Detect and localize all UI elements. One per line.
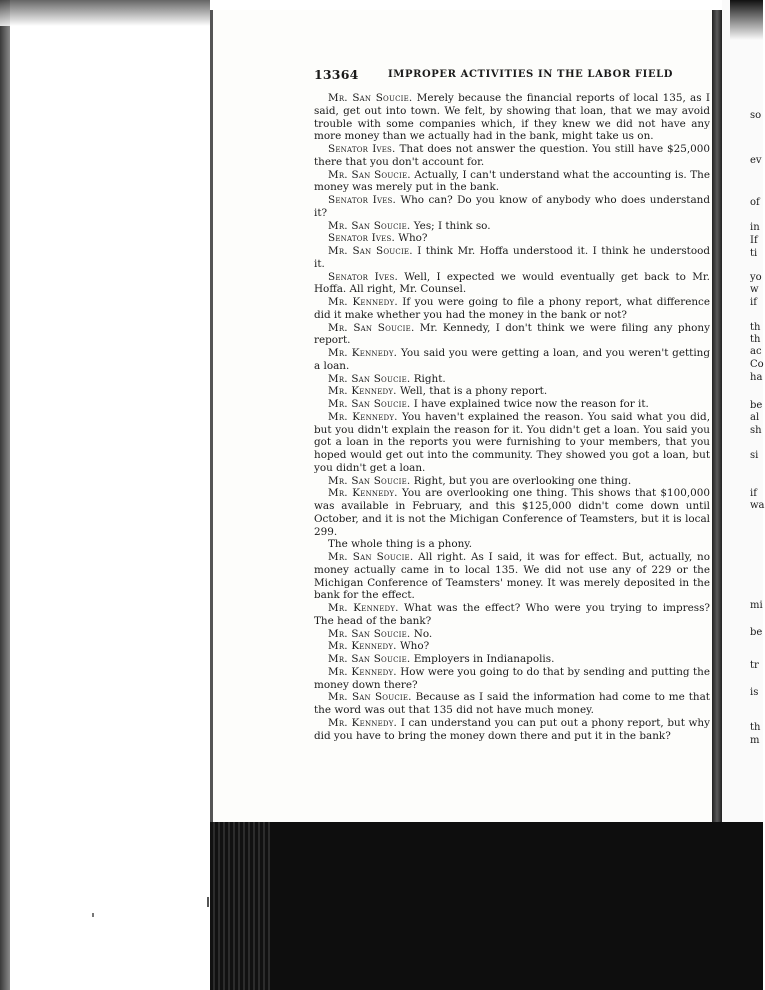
facing-page-fragment: w: [750, 284, 759, 295]
scan-mark: [207, 897, 209, 907]
speech-text: All right. As I said, it was for effect. But, actually, no money actually came in to local 135. We did not use any of 229 or the Michigan Conference of Teamsters' money. It was merely deposited in the bank for the effect.: [314, 551, 710, 602]
speaker-name: Mr. Kennedy.: [328, 296, 398, 308]
speaker-name: Mr. San Soucie.: [328, 627, 411, 640]
transcript-paragraph: [314, 296, 710, 322]
transcript-paragraph: [314, 602, 710, 628]
speech-text: Well, I expected we would eventually get back to Mr. Hoffa. All right, Mr. Counsel.: [314, 270, 710, 296]
transcript-paragraph: [314, 666, 710, 692]
facing-page-fragment: be: [750, 400, 763, 411]
transcript-body: [314, 92, 710, 742]
facing-page-fragment: mi: [750, 600, 763, 611]
speaker-name: Mr. San Soucie.: [328, 474, 411, 487]
facing-page-fragment: ac: [750, 346, 762, 357]
speaker-name: Mr. San Soucie.: [328, 92, 413, 104]
transcript-paragraph: [314, 194, 710, 220]
facing-page-fragment: so: [750, 110, 762, 121]
book-gutter: [712, 10, 722, 825]
facing-page-fragment: if: [750, 488, 757, 499]
speaker-name: Mr. Kennedy.: [328, 716, 398, 729]
speech-text: If you were going to file a phony report, what difference did it make whether you had the money in the bank or not?: [314, 296, 711, 321]
speech-text: How were you going to do that by sending and putting the money down there?: [314, 665, 710, 691]
speaker-name: Mr. Kennedy.: [328, 665, 397, 678]
facing-page-fragment: th: [750, 322, 761, 333]
speech-text: Who can? Do you know of anybody who does understand it?: [314, 194, 710, 219]
speaker-name: Mr. Kennedy.: [328, 487, 398, 500]
transcript-paragraph: [314, 169, 710, 195]
transcript-paragraph: [314, 232, 710, 245]
facing-page-fragment: in: [750, 222, 760, 233]
page-left-edge: [210, 10, 213, 825]
speech-text: Who?: [396, 640, 430, 653]
facing-page-fragment: si: [750, 450, 759, 461]
transcript-paragraph: [314, 271, 710, 297]
transcript-paragraph: [314, 385, 710, 398]
transcript-paragraph: [314, 322, 710, 348]
speech-text: Actually, I can't understand what the accounting is. The money was merely put in the bank.: [314, 168, 710, 194]
speaker-name: Mr. Kennedy.: [328, 385, 397, 398]
scan-top-shadow: [0, 0, 210, 26]
speaker-name: Mr. San Soucie.: [328, 219, 411, 232]
speech-text: Who?: [394, 232, 428, 245]
facing-page-fragment: tr: [750, 660, 759, 671]
facing-page-fragment: m: [750, 735, 760, 746]
speech-text: Merely because the financial reports of local 135, as I said, get out into town. We felt, by showing that loan, that we may avoid trouble with some companies which, if they knew we did not have any more money than we actually had in the bank, might take us on.: [314, 92, 710, 143]
speech-text: You are overlooking one thing. This shows that $100,000 was available in February, and this $125,000 didn't come down until October, and it is not the Michigan Conference of Teamsters, but it is local 299.: [314, 487, 711, 538]
speaker-name: Mr. San Soucie.: [328, 653, 411, 665]
facing-page-fragment: sh: [750, 425, 762, 436]
speech-text: I have explained twice now the reason for it.: [410, 398, 649, 410]
facing-page-fragment: al: [750, 412, 760, 423]
transcript-paragraph: [314, 373, 710, 386]
transcript-paragraph: [314, 691, 710, 717]
speech-text: I can understand you can put out a phony report, but why did you have to bring the money down there and put it in the bank?: [314, 716, 710, 742]
facing-page-fragment: th: [750, 722, 761, 733]
transcript-paragraph: [314, 92, 710, 143]
facing-page-fragment: wa: [750, 500, 765, 511]
speech-text: Mr. Kennedy, I don't think we were filing any phony report.: [314, 321, 710, 347]
facing-page-fragment: If: [750, 235, 758, 246]
speech-text: Employers in Indianapolis.: [410, 653, 555, 665]
speech-text: The whole thing is a phony.: [328, 538, 473, 551]
transcript-paragraph: [314, 475, 710, 488]
speech-text: I think Mr. Hoffa understood it. I think he understood it.: [314, 245, 710, 270]
transcript-paragraph: [314, 538, 710, 551]
speaker-name: Mr. Kennedy.: [328, 410, 398, 423]
transcript-paragraph: [314, 398, 710, 411]
transcript-paragraph: [314, 487, 710, 538]
speech-text: No.: [410, 627, 433, 640]
facing-page-text: [750, 0, 763, 825]
scan-bottom-background: [210, 822, 763, 990]
speech-text: That does not answer the question. You still have $25,000 there that you don't account for.: [314, 143, 710, 168]
transcript-paragraph: [314, 245, 710, 271]
speaker-name: Mr. San Soucie.: [328, 398, 411, 410]
scan-left-edge: [0, 0, 10, 990]
speaker-name: Senator Ives.: [328, 143, 396, 155]
transcript-paragraph: [314, 220, 710, 233]
scan-speck: [92, 913, 94, 917]
transcript-paragraph: [314, 551, 710, 602]
running-title: IMPROPER ACTIVITIES IN THE LABOR FIELD: [388, 69, 674, 80]
speech-text: You haven't explained the reason. You said what you did, but you didn't explain the reason for it. You didn't get a loan. You said you got a loan in the reports you were furnishing to your members, that you hoped would get out into the community. They showed you got a loan, but you didn't get a loan.: [314, 410, 711, 474]
speaker-name: Senator Ives.: [328, 232, 395, 245]
speaker-name: Mr. San Soucie.: [328, 551, 414, 563]
facing-page-fragment: be: [750, 627, 763, 638]
page-number: 13364: [314, 67, 359, 82]
transcript-paragraph: [314, 411, 710, 475]
transcript-paragraph: [314, 347, 710, 373]
speaker-name: Senator Ives.: [328, 270, 398, 283]
speaker-name: Mr. Kennedy.: [328, 640, 397, 653]
speech-text: What was the effect? Who were you trying to impress? The head of the bank?: [314, 602, 710, 627]
speech-text: You said you were getting a loan, and you weren't getting a loan.: [314, 347, 710, 372]
facing-page-fragment: of: [750, 197, 760, 208]
speech-text: Because as I said the information had come to me that the word was out that 135 did not have much money.: [314, 691, 710, 716]
speech-text: Right.: [410, 372, 446, 385]
speech-text: Yes; I think so.: [410, 219, 491, 232]
facing-page-fragment: Co: [750, 359, 764, 370]
book-edge-texture: [210, 822, 270, 990]
speaker-name: Mr. San Soucie.: [328, 321, 415, 334]
speaker-name: Senator Ives.: [328, 194, 397, 206]
facing-page-fragment: ti: [750, 248, 758, 259]
facing-page-fragment: th: [750, 334, 761, 345]
transcript-paragraph: [314, 717, 710, 743]
transcript-paragraph: [314, 653, 710, 666]
transcript-paragraph: [314, 640, 710, 653]
speech-text: Well, that is a phony report.: [396, 385, 548, 398]
speaker-name: Mr. San Soucie.: [328, 168, 411, 181]
facing-page-fragment: yo: [750, 272, 762, 283]
facing-page-fragment: ha: [750, 372, 763, 383]
speaker-name: Mr. Kennedy.: [328, 347, 398, 359]
speaker-name: Mr. San Soucie.: [328, 372, 411, 385]
transcript-paragraph: [314, 628, 710, 641]
speech-text: Right, but you are overlooking one thing.: [410, 474, 632, 487]
page-header: [314, 67, 710, 85]
transcript-paragraph: [314, 143, 710, 169]
speaker-name: Mr. San Soucie.: [328, 691, 412, 704]
facing-page-fragment: is: [750, 687, 759, 698]
facing-page-fragment: ev: [750, 155, 762, 166]
speaker-name: Mr. San Soucie.: [328, 245, 413, 257]
speaker-name: Mr. Kennedy.: [328, 602, 399, 614]
facing-page-fragment: if: [750, 297, 757, 308]
